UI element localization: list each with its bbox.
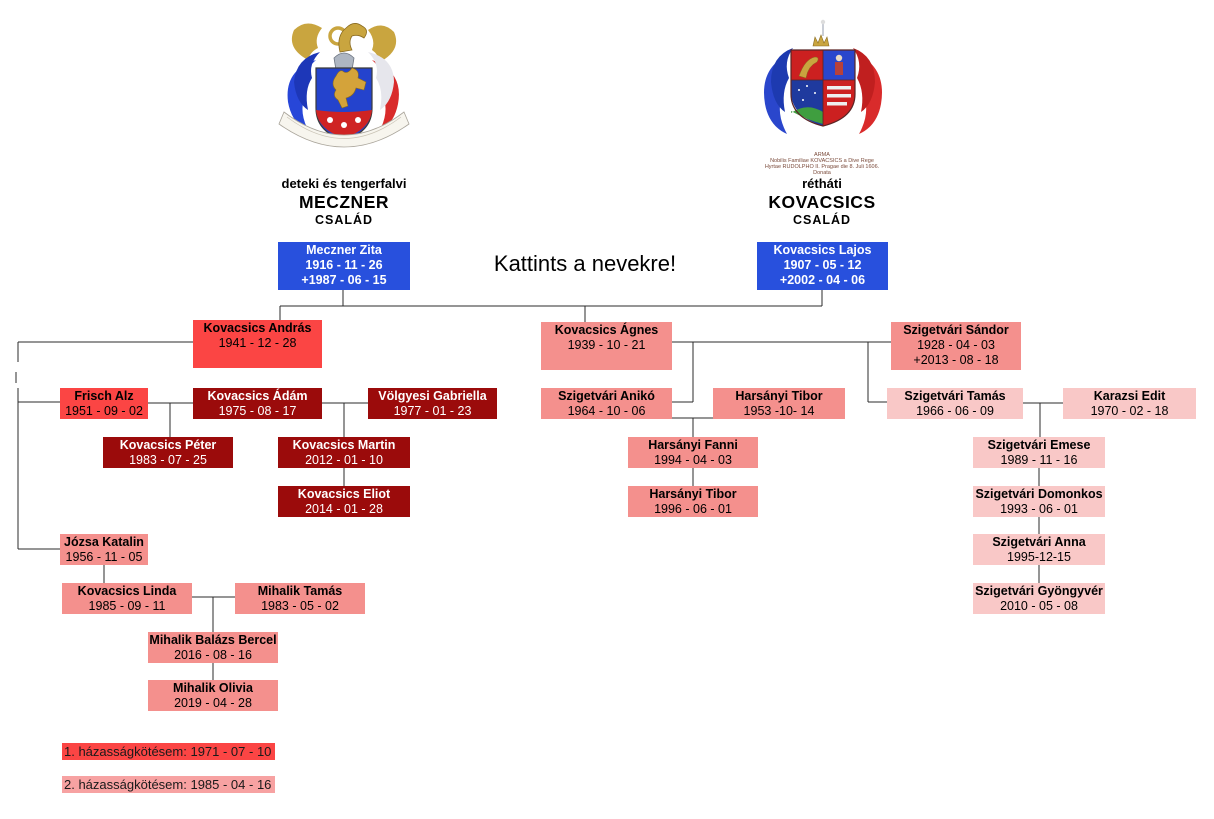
person-date: 1941 - 12 - 28 [218,336,297,350]
person-box-karazsi-edit[interactable] [1063,388,1196,419]
person-box-kovacsics-lajos[interactable] [757,242,888,290]
person-name: Frisch Alz [74,389,134,403]
person-name: Mihalik Balázs Bercel [149,633,277,647]
person-name: Karazsi Edit [1093,389,1166,403]
person-box-kovacsics-linda[interactable] [62,583,192,614]
person-name: Harsányi Tibor [649,487,737,501]
legend-first-marriage: 1. házasságkötésem: 1971 - 07 - 10 [62,743,275,760]
person-name: Meczner Zita [306,243,382,257]
person-box-szigetvari-sandor[interactable] [891,322,1021,370]
person-box-mihalik-olivia[interactable] [148,680,278,711]
person-box-szigetvari-emese[interactable] [973,437,1105,468]
person-box-kovacsics-martin[interactable] [278,437,410,468]
person-box-kovacsics-eliot[interactable] [278,486,410,517]
person-name: Szigetvári Anna [992,535,1086,549]
person-date: 2012 - 01 - 10 [305,453,383,467]
arma-line: Hyrtae RUDOLPHO II. Pragae die 8. Juli 1606. [764,164,880,170]
person-name: Mihalik Tamás [257,584,343,598]
person-name: Szigetvári Gyöngyvér [975,584,1103,598]
person-date: +2013 - 08 - 18 [913,353,999,367]
person-box-harsanyi-fanni[interactable] [628,437,758,468]
person-date: 2014 - 01 - 28 [305,502,383,516]
person-name: Harsányi Fanni [648,438,738,452]
kovacsics-family-title [722,176,922,228]
person-date: 1996 - 06 - 01 [654,502,732,516]
meczner-family-word: CSALÁD [314,213,374,227]
click-names-instruction: Kattints a nevekre! [493,251,677,276]
person-date: 1907 - 05 - 12 [783,258,862,272]
person-box-szigetvari-anna[interactable] [973,534,1105,565]
kovacsics-family-word: CSALÁD [792,213,852,227]
person-name: Szigetvári Sándor [903,323,1009,337]
person-box-volgyesi-gabriella[interactable] [368,388,497,419]
person-date: 1951 - 09 - 02 [65,404,143,418]
person-name: Szigetvári Tamás [904,389,1006,403]
person-name: Kovacsics Linda [77,584,177,598]
person-date: 1975 - 08 - 17 [218,404,297,418]
kovacsics-arma-caption [722,152,922,176]
meczner-coat-of-arms [278,16,410,174]
person-date: 1993 - 06 - 01 [1000,502,1078,516]
person-name: Kovacsics Eliot [297,487,391,501]
person-name: Kovacsics Ágnes [554,323,659,337]
person-box-kovacsics-peter[interactable] [103,437,233,468]
person-box-meczner-zita[interactable] [278,242,410,290]
person-date: 2010 - 05 - 08 [1000,599,1078,613]
person-name: Mihalik Olivia [173,681,253,695]
person-box-mihalik-balazs-bercel[interactable] [148,632,278,663]
person-date: 1966 - 06 - 09 [916,404,994,418]
person-name: Józsa Katalin [64,535,144,549]
person-name: Szigetvári Domonkos [975,487,1103,501]
person-date: 1953 -10- 14 [743,404,815,418]
person-date: 2019 - 04 - 28 [174,696,252,710]
person-box-mihalik-tamas[interactable] [235,583,365,614]
person-box-kovacsics-andras[interactable] [193,320,322,368]
person-name: Szigetvári Anikó [558,389,655,403]
person-name: Kovacsics Lajos [773,243,872,257]
person-date: 1985 - 09 - 11 [88,599,166,613]
person-box-szigetvari-aniko[interactable] [541,388,672,419]
person-box-szigetvari-gyongyver[interactable] [973,583,1105,614]
person-date: +2002 - 04 - 06 [779,273,866,287]
person-date: 1928 - 04 - 03 [917,338,995,352]
person-box-harsanyi-tibor-jr[interactable] [628,486,758,517]
person-name: Harsányi Tibor [735,389,823,403]
arma-line: Donata [813,170,831,176]
person-box-harsanyi-tibor-sr[interactable] [713,388,845,419]
kovacsics-surname: KOVACSICS [768,192,876,212]
meczner-family-title [244,176,444,228]
person-name: Szigetvári Emese [987,438,1091,452]
person-date: 1989 - 11 - 16 [1000,453,1078,467]
person-name: Kovacsics Ádám [207,389,308,403]
person-box-szigetvari-tamas[interactable] [887,388,1023,419]
meczner-epithet: deteki és tengerfalvi [281,176,407,191]
person-box-szigetvari-domonkos[interactable] [973,486,1105,517]
person-name: Kovacsics András [203,321,312,335]
person-box-frisch-alz[interactable] [60,388,148,419]
person-name: Völgyesi Gabriella [378,389,487,403]
legend-second-marriage: 2. házasságkötésem: 1985 - 04 - 16 [62,776,275,793]
person-date: 1983 - 07 - 25 [129,453,207,467]
arma-line: ARMA [814,152,830,158]
person-name: Kovacsics Martin [292,438,396,452]
person-date: 1916 - 11 - 26 [305,258,383,272]
person-box-kovacsics-agnes[interactable] [541,322,672,370]
person-date: 1983 - 05 - 02 [261,599,339,613]
person-date: 1939 - 10 - 21 [567,338,646,352]
person-box-kovacsics-adam[interactable] [193,388,322,419]
person-box-jozsa-katalin[interactable] [60,534,148,565]
kovacsics-epithet: rétháti [802,176,842,191]
meczner-surname: MECZNER [298,192,390,212]
person-date: 1995-12-15 [1007,550,1071,564]
arma-line: Nobilis Familiae KOVACSICS a Dive Rege [770,158,874,164]
person-date: 1964 - 10 - 06 [567,404,646,418]
person-date: 1970 - 02 - 18 [1090,404,1169,418]
person-date: +1987 - 06 - 15 [301,273,387,287]
person-date: 2016 - 08 - 16 [174,648,252,662]
person-name: Kovacsics Péter [119,438,217,452]
person-date: 1994 - 04 - 03 [654,453,732,467]
kovacsics-coat-of-arms [755,16,890,152]
person-date: 1956 - 11 - 05 [65,550,143,564]
person-date: 1977 - 01 - 23 [393,404,472,418]
